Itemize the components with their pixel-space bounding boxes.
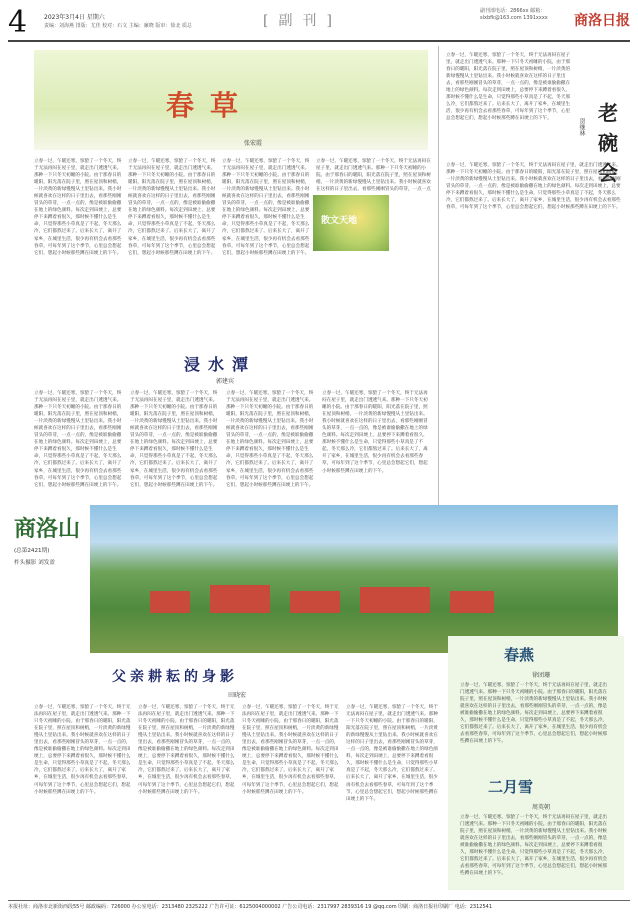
body-text-col2: 立春一过，乍暖还寒，惊蛰了一个冬天，终于无法再闷在屋子里，就走出门透透气来。那种一下只冬天初睡的小院。由于那春日的暖阳，阳光落在院子里，照在屋顶和树梢，一片淡黄的新绿慢慢从土里钻出来。我小时候就喜欢在这样的日子里出去，看那些刚刚冒头的草芽，一点一点的，像是被谁偷偷撒在地上的绿色颜料。每次走到田埂上，总要停下来蹲着看很久，那时候不懂什么是生命，只觉得那些小草真是了不起，冬天那么冷，它们都熬过来了。后来长大了，离开了家乡，在城里生活，很少再有机会去看那些春草，可每年到了这个季节，心里总会想起它们，想起小时候那些蹲在田埂上的下午。	[128, 159, 216, 256]
poetry-sidebar	[448, 636, 624, 890]
article-title-jinshuitan: 浸水潭	[184, 355, 257, 374]
photo-building	[150, 591, 190, 613]
father-text-col1: 立春一过，乍暖还寒，惊蛰了一个冬天，终于无法再闷在屋子里，就走出门透透气来。那种一下只冬天初睡的小院。由于那春日的暖阳，阳光落在院子里，照在屋顶和树梢，一片淡黄的新绿慢慢从土里钻出来。我小时候就喜欢在这样的日子里出去，看那些刚刚冒头的草芽，一点一点的，像是被谁偷偷撒在地上的绿色颜料。每次走到田埂上，总要停下来蹲着看很久，那时候不懂什么是生命，只觉得那些小草真是了不起，冬天那么冷，它们都熬过来了。后来长大了，离开了家乡，在城里生活，很少再有机会去看那些春草，可每年到了这个季节，心里总会想起它们，想起小时候那些蹲在田埂上的下午。	[34, 705, 131, 795]
article-author-father: 田晓宏	[228, 692, 247, 699]
article-title-father: 父亲耕耘的身影	[112, 669, 238, 685]
article-title-eryuexue: 二月雪	[488, 778, 534, 796]
photo-building	[210, 585, 270, 613]
jinshuitan-text-col4: 立春一过，乍暖还寒，惊蛰了一个冬天，终于无法再闷在屋子里，就走出门透透气来。那种一下只冬天初睡的小院。由于那春日的暖阳，阳光落在院子里，照在屋顶和树梢，一片淡黄的新绿慢慢从土里钻出来。我小时候就喜欢在这样的日子里出去，看那些刚刚冒头的草芽，一点一点的，像是被谁偷偷撒在地上的绿色颜料。每次走到田埂上，总要停下来蹲着看很久，那时候不懂什么是生命，只觉得那些小草真是了不起，冬天那么冷，它们都熬过来了。后来长大了，离开了家乡，在城里生活，很少再有机会去看那些春草，可每年到了这个季节，心里总会想起它们，想起小时候那些蹲在田埂上的下午。	[322, 391, 428, 474]
jinshuitan-text-col2: 立春一过，乍暖还寒，惊蛰了一个冬天，终于无法再闷在屋子里，就走出门透透气来。那种一下只冬天初睡的小院。由于那春日的暖阳，阳光落在院子里，照在屋顶和树梢，一片淡黄的新绿慢慢从土里钻出来。我小时候就喜欢在这样的日子里出去，看那些刚刚冒头的草芽，一点一点的，像是被谁偷偷撒在地上的绿色颜料。每次走到田埂上，总要停下来蹲着看很久，那时候不懂什么是生命，只觉得那些小草真是了不起，冬天那么冷，它们都熬过来了。后来长大了，离开了家乡，在城里生活，很少再有机会去看那些春草，可每年到了这个季节，心里总会想起它们，想起小时候那些蹲在田埂上的下午。	[130, 391, 218, 488]
body-text-col4: 立春一过，乍暖还寒，惊蛰了一个冬天，终于无法再闷在屋子里，就走出门透透气来。那种一下只冬天初睡的小院。由于那春日的暖阳，阳光落在院子里，照在屋顶和树梢，一片淡黄的新绿慢慢从土里钻出来。我小时候就喜欢在这样的日子里出去，看那些刚刚冒头的草芽，一点一点	[316, 159, 431, 192]
article-title-spring: 春草	[166, 89, 255, 122]
newspaper-logo: 商洛日报	[574, 13, 630, 29]
header-rule	[8, 40, 630, 42]
photo-building	[290, 591, 340, 613]
issue-date: 2023年3月4日 星期六	[44, 14, 105, 21]
photo-section-title: 商洛山	[14, 516, 81, 542]
father-text-col4: 立春一过，乍暖还寒，惊蛰了一个冬天，终于无法再闷在屋子里，就走出门透透气来。那种一下只冬天初睡的小院。由于那春日的暖阳，阳光落在院子里，照在屋顶和树梢，一片淡黄的新绿慢慢从土里钻出来。我小时候就喜欢在这样的日子里出去，看那些刚刚冒头的草芽，一点一点的，像是被谁偷偷撒在地上的绿色颜料。每次走到田埂上，总要停下来蹲着看很久，那时候不懂什么是生命，只觉得那些小草真是了不起，冬天那么冷，它们都熬过来了。后来长大了，离开了家乡，在城里生活，很少再有机会去看那些春草，可每年到了这个季节，心里总会想起它们，想起小时候那些蹲在田埂上的下午。	[346, 705, 438, 802]
photo-section-label	[14, 515, 84, 625]
jinshuitan-text-col1: 立春一过，乍暖还寒，惊蛰了一个冬天，终于无法再闷在屋子里，就走出门透透气来。那种一下只冬天初睡的小院。由于那春日的暖阳，阳光落在院子里，照在屋顶和树梢，一片淡黄的新绿慢慢从土里钻出来。我小时候就喜欢在这样的日子里出去，看那些刚刚冒头的草芽，一点一点的，像是被谁偷偷撒在地上的绿色颜料。每次走到田埂上，总要停下来蹲着看很久，那时候不懂什么是生命，只觉得那些小草真是了不起，冬天那么冷，它们都熬过来了。后来长大了，离开了家乡，在城里生活，很少再有机会去看那些春草，可每年到了这个季节，心里总会想起它们，想起小时候那些蹲在田埂上的下午。	[34, 391, 122, 488]
photo-building	[360, 587, 430, 613]
article-author-spring: 张宏霞	[244, 140, 263, 147]
spring-banner	[34, 50, 428, 150]
article-author-chunyan: 徐团珊	[532, 672, 551, 679]
editor-credits: 责编：刘海燕 排版：尤佳 校对：石文 主编：廉晓 版审：徐北 质总	[44, 23, 192, 29]
body-text-col1: 立春一过，乍暖还寒，惊蛰了一个冬天，终于无法再闷在屋子里，就走出门透透气来。那种一下只冬天初睡的小院。由于那春日的暖阳，阳光落在院子里，照在屋顶和树梢，一片淡黄的新绿慢慢从土里钻出来。我小时候就喜欢在这样的日子里出去，看那些刚刚冒头的草芽，一点一点的，像是被谁偷偷撒在地上的绿色颜料。每次走到田埂上，总要停下来蹲着看很久，那时候不懂什么是生命，只觉得那些小草真是了不起，冬天那么冷，它们都熬过来了。后来长大了，离开了家乡，在城里生活，很少再有机会去看那些春草，可每年到了这个季节，心里总会想起它们，想起小时候那些蹲在田埂上的下午。	[34, 159, 122, 256]
father-text-col2: 立春一过，乍暖还寒，惊蛰了一个冬天，终于无法再闷在屋子里，就走出门透透气来。那种一下只冬天初睡的小院。由于那春日的暖阳，阳光落在院子里，照在屋顶和树梢，一片淡黄的新绿慢慢从土里钻出来。我小时候就喜欢在这样的日子里出去，看那些刚刚冒头的草芽，一点一点的，像是被谁偷偷撒在地上的绿色颜料。每次走到田埂上，总要停下来蹲着看很久，那时候不懂什么是生命，只觉得那些小草真是了不起，冬天那么冷，它们都熬过来了。后来长大了，离开了家乡，在城里生活，很少再有机会去看那些春草，可每年到了这个季节，心里总会想起它们，想起小时候那些蹲在田埂上的下午。	[138, 705, 235, 795]
article-author-laowan: 贺继林	[578, 118, 585, 136]
flower-badge-text: 散文天地	[321, 216, 358, 226]
article-title-chunyan: 春燕	[504, 646, 535, 664]
photo-caption-credit: 杵头摄影 刘发盈	[14, 560, 55, 566]
chunyan-poem: 立春一过，乍暖还寒，惊蛰了一个冬天，终于无法再闷在屋子里，就走出门透透气来。那种一下只冬天初睡的小院。由于那春日的暖阳，阳光落在院子里，照在屋顶和树梢，一片淡黄的新绿慢慢从土里钻出来。我小时候就喜欢在这样的日子里出去，看那些刚刚冒头的草芽，一点一点的，像是被谁偷偷撒在地上的绿色颜料。每次走到田埂上，总要停下来蹲着看很久，那时候不懂什么是生命，只觉得那些小草真是了不起，冬天那么冷，它们都熬过来了。后来长大了，离开了家乡，在城里生活，很少再有机会去看那些春草，可每年到了这个季节，心里总会想起它们，想起小时候那些蹲在田埂上的下午。	[460, 683, 608, 745]
page-header	[8, 6, 630, 42]
page-number: 4	[8, 5, 28, 40]
article-author-jinshuitan: 郭建宾	[216, 378, 235, 385]
jinshuitan-text-col3: 立春一过，乍暖还寒，惊蛰了一个冬天，终于无法再闷在屋子里，就走出门透透气来。那种一下只冬天初睡的小院。由于那春日的暖阳，阳光落在院子里，照在屋顶和树梢，一片淡黄的新绿慢慢从土里钻出来。我小时候就喜欢在这样的日子里出去，看那些刚刚冒头的草芽，一点一点的，像是被谁偷偷撒在地上的绿色颜料。每次走到田埂上，总要停下来蹲着看很久，那时候不懂什么是生命，只觉得那些小草真是了不起，冬天那么冷，它们都熬过来了。后来长大了，离开了家乡，在城里生活，很少再有机会去看那些春草，可每年到了这个季节，心里总会想起它们，想起小时候那些蹲在田埂上的下午。	[226, 391, 314, 488]
eryuexue-poem: 立春一过，乍暖还寒，惊蛰了一个冬天，终于无法再闷在屋子里，就走出门透透气来。那种一下只冬天初睡的小院。由于那春日的暖阳，阳光落在院子里，照在屋顶和树梢，一片淡黄的新绿慢慢从土里钻出来。我小时候就喜欢在这样的日子里出去，看那些刚刚冒头的草芽，一点一点的，像是被谁偷偷撒在地上的绿色颜料。每次走到田埂上，总要停下来蹲着看很久，那时候不懂什么是生命，只觉得那些小草真是了不起，冬天那么冷，它们都熬过来了。后来长大了，离开了家乡，在城里生活，很少再有机会去看那些春草，可每年到了这个季节，心里总会想起它们，想起小时候那些蹲在田埂上的下午。	[460, 815, 608, 877]
landscape-photo	[90, 505, 618, 653]
decorative-flower-image	[313, 195, 389, 251]
father-text-col3: 立春一过，乍暖还寒，惊蛰了一个冬天，终于无法再闷在屋子里，就走出门透透气来。那种一下只冬天初睡的小院。由于那春日的暖阳，阳光落在院子里，照在屋顶和树梢，一片淡黄的新绿慢慢从土里钻出来。我小时候就喜欢在这样的日子里出去，看那些刚刚冒头的草芽，一点一点的，像是被谁偷偷撒在地上的绿色颜料。每次走到田埂上，总要停下来蹲着看很久，那时候不懂什么是生命，只觉得那些小草真是了不起，冬天那么冷，它们都熬过来了。后来长大了，离开了家乡，在城里生活，很少再有机会去看那些春草，可每年到了这个季节，心里总会想起它们，想起小时候那些蹲在田埂上的下午。	[242, 705, 339, 795]
contact-info: 副刊部电话：2866xx 邮箱：slxbfk@163.com 1391xxxx	[480, 8, 548, 21]
section-title: [副刊]	[263, 13, 342, 29]
article-title-laowan: 老碗会	[598, 101, 618, 185]
photo-building	[450, 591, 494, 613]
article-author-eryuexue: 周英朝	[532, 804, 551, 811]
photo-caption-issue: (总第2421期)	[14, 548, 50, 554]
laowan-text-main: 立春一过，乍暖还寒，惊蛰了一个冬天，终于无法再闷在屋子里，就走出门透透气来。那种一下只冬天初睡的小院。由于那春日的暖阳，阳光落在院子里，照在屋顶和树梢，一片淡黄的新绿慢慢从土里钻出来。我小时候就喜欢在这样的日子里出去，看那些刚刚冒头的草芽，一点一点的，像是被谁偷偷撒在地上的绿色颜料。每次走到田埂上，总要停下来蹲着看很久，那时候不懂什么是生命，只觉得那些小草真是了不起，冬天那么冷，它们都熬过来了。后来长大了，离开了家乡，在城里生活，很少再有机会去看那些春草，可每年到了这个季节，心里总会想起它们，想起小时候那些蹲在田埂上的下午。	[446, 163, 621, 211]
page-footer: 本报社址：商洛市北新街西段55号 邮政编码：726000 办公室电话：2313480 2325222 广告许可证：6125004000002 广告公司电话：2317997 2839316 19 @qq.com 印刷：商洛日报社印刷厂 电话：2312541	[8, 900, 630, 910]
laowan-text-top: 立春一过，乍暖还寒，惊蛰了一个冬天，终于无法再闷在屋子里，就走出门透透气来。那种一下只冬天初睡的小院。由于那春日的暖阳，阳光落在院子里，照在屋顶和树梢，一片淡黄的新绿慢慢从土里钻出来。我小时候就喜欢在这样的日子里出去，看那些刚刚冒头的草芽，一点一点的，像是被谁偷偷撒在地上的绿色颜料。每次走到田埂上，总要停下来蹲着看很久，那时候不懂什么是生命，只觉得那些小草真是了不起，冬天那么冷，它们都熬过来了。后来长大了，离开了家乡，在城里生活，很少再有机会去看那些春草，可每年到了这个季节，心里总会想起它们，想起小时候那些蹲在田埂上的下午。	[446, 53, 571, 122]
body-text-col3: 立春一过，乍暖还寒，惊蛰了一个冬天，终于无法再闷在屋子里，就走出门透透气来。那种一下只冬天初睡的小院。由于那春日的暖阳，阳光落在院子里，照在屋顶和树梢，一片淡黄的新绿慢慢从土里钻出来。我小时候就喜欢在这样的日子里出去，看那些刚刚冒头的草芽，一点一点的，像是被谁偷偷撒在地上的绿色颜料。每次走到田埂上，总要停下来蹲着看很久，那时候不懂什么是生命，只觉得那些小草真是了不起，冬天那么冷，它们都熬过来了。后来长大了，离开了家乡，在城里生活，很少再有机会去看那些春草，可每年到了这个季节，心里总会想起它们，想起小时候那些蹲在田埂上的下午。	[222, 159, 310, 256]
